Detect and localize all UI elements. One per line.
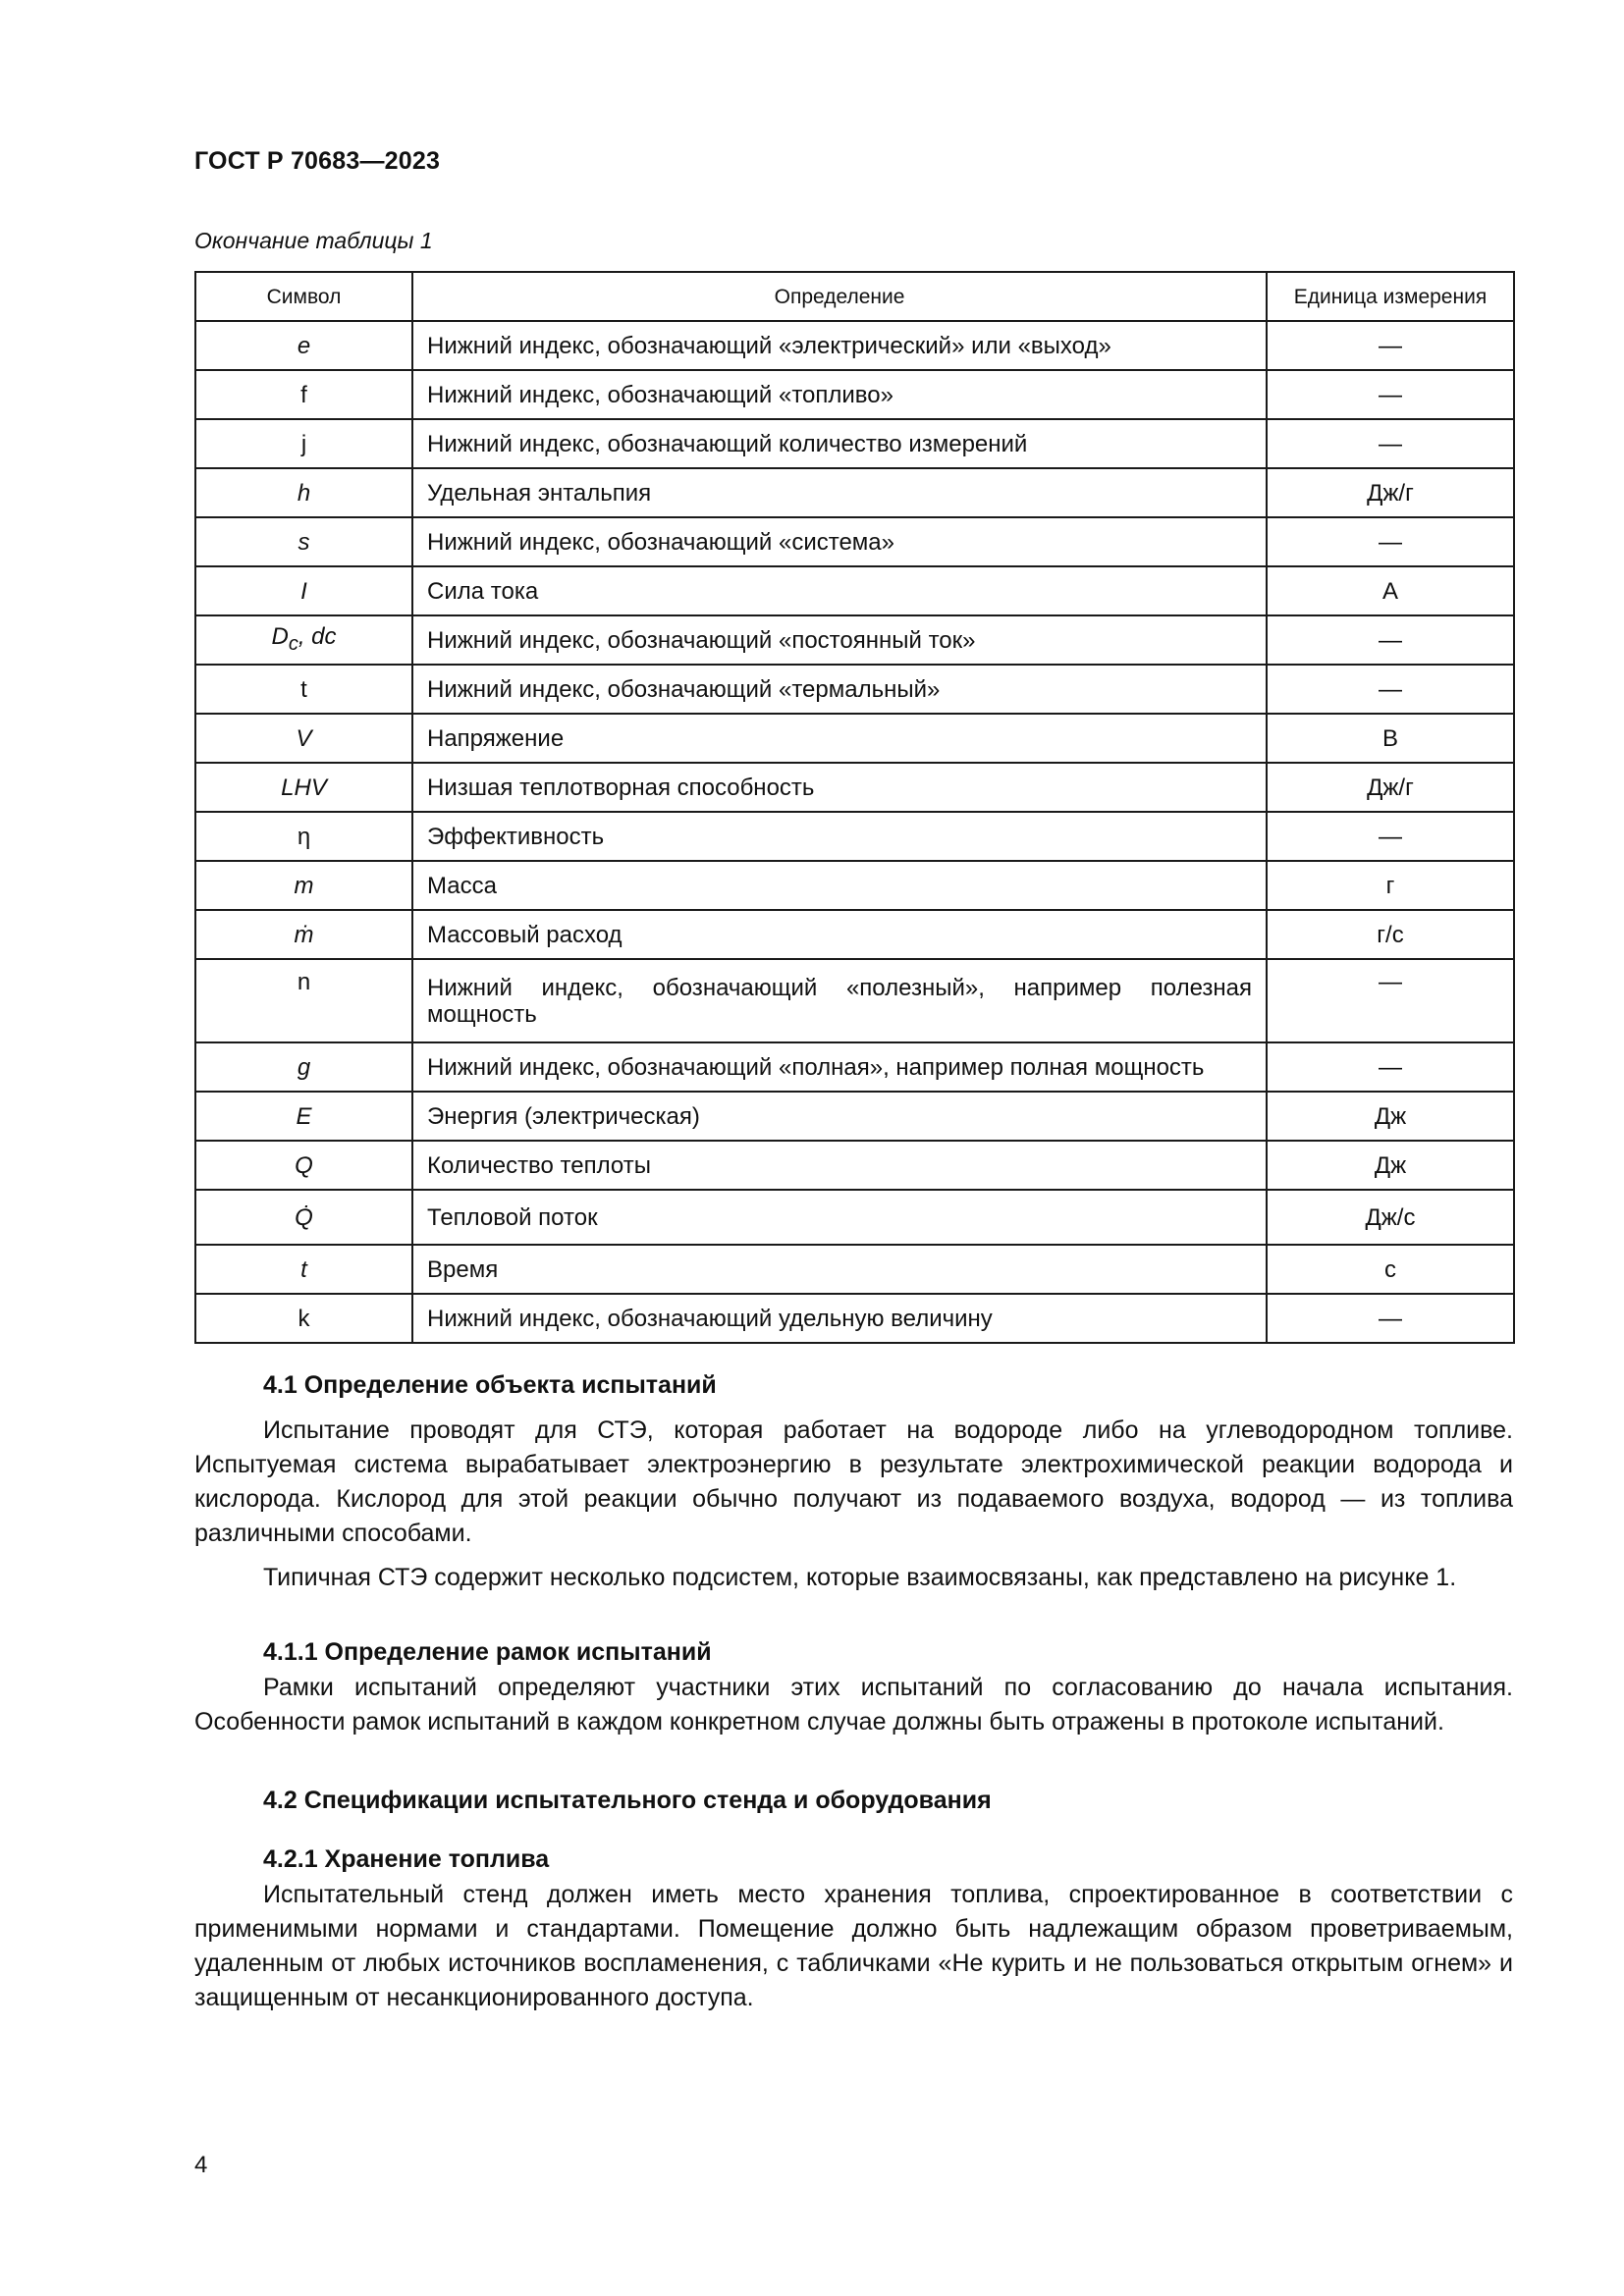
cell-symbol: I	[195, 566, 412, 615]
cell-definition: Нижний индекс, обозначающий «электрический» или «выход»	[412, 321, 1267, 370]
symbol-rest: , dc	[298, 622, 337, 650]
table-row	[195, 812, 1514, 861]
cell-symbol: η	[195, 812, 412, 861]
table-row	[195, 1190, 1514, 1245]
cell-symbol: Q̇	[195, 1190, 412, 1245]
table-row	[195, 468, 1514, 517]
table-row	[195, 959, 1514, 1042]
cell-unit: Дж/г	[1267, 763, 1514, 812]
cell-unit: Дж	[1267, 1092, 1514, 1141]
cell-definition: Массовый расход	[412, 910, 1267, 959]
cell-unit: В	[1267, 714, 1514, 763]
cell-definition: Нижний индекс, обозначающий «полная», например полная мощность	[412, 1042, 1267, 1092]
section-4-1-paragraph-2: Типичная СТЭ содержит несколько подсистем, которые взаимосвязаны, как представлено на рисунке 1.	[263, 1564, 1457, 1591]
cell-symbol: m	[195, 861, 412, 910]
cell-definition: Напряжение	[412, 714, 1267, 763]
cell-unit: —	[1267, 665, 1514, 714]
cell-symbol: k	[195, 1294, 412, 1343]
cell-definition: Энергия (электрическая)	[412, 1092, 1267, 1141]
cell-symbol: e	[195, 321, 412, 370]
cell-unit: —	[1267, 812, 1514, 861]
cell-definition: Количество теплоты	[412, 1141, 1267, 1190]
cell-unit: —	[1267, 370, 1514, 419]
table-row	[195, 370, 1514, 419]
cell-definition: Нижний индекс, обозначающий количество измерений	[412, 419, 1267, 468]
section-4-1-1-title: 4.1.1 Определение рамок испытаний	[263, 1638, 712, 1666]
cell-definition: Нижний индекс, обозначающий «топливо»	[412, 370, 1267, 419]
cell-unit: с	[1267, 1245, 1514, 1294]
cell-symbol: n	[195, 959, 412, 1042]
table-body	[195, 321, 1514, 1343]
cell-unit: —	[1267, 615, 1514, 665]
cell-symbol: j	[195, 419, 412, 468]
cell-definition: Низшая теплотворная способность	[412, 763, 1267, 812]
table-row	[195, 321, 1514, 370]
cell-unit: г/с	[1267, 910, 1514, 959]
column-header-symbol: Символ	[195, 272, 412, 321]
cell-unit: —	[1267, 1294, 1514, 1343]
cell-definition: Нижний индекс, обозначающий «система»	[412, 517, 1267, 566]
table-row	[195, 763, 1514, 812]
cell-symbol: ṁ	[195, 910, 412, 959]
cell-definition: Нижний индекс, обозначающий «полезный», например полезная мощность	[412, 959, 1267, 1042]
cell-symbol	[195, 615, 412, 665]
symbol-subscript: c	[288, 632, 298, 655]
section-4-1-paragraph-1: Испытание проводят для СТЭ, которая работает на водороде либо на углеводородном топливе. Испытуемая система вырабатывает электроэнергию в результате электрохимической реакции водорода и кислорода. Кислород для этой реакции обычно получают из подаваемого воздуха, водород — из топлива различными способами.	[194, 1416, 1513, 1547]
cell-unit: Дж/г	[1267, 468, 1514, 517]
cell-symbol: LHV	[195, 763, 412, 812]
cell-unit: —	[1267, 959, 1514, 1042]
table-caption: Окончание таблицы 1	[194, 228, 433, 253]
table-row	[195, 714, 1514, 763]
table-row	[195, 1092, 1514, 1141]
cell-definition: Сила тока	[412, 566, 1267, 615]
table-row	[195, 1141, 1514, 1190]
cell-unit: —	[1267, 321, 1514, 370]
cell-symbol: t	[195, 1245, 412, 1294]
cell-symbol: V	[195, 714, 412, 763]
cell-symbol: Q	[195, 1141, 412, 1190]
document-header: ГОСТ Р 70683—2023	[194, 147, 441, 175]
cell-definition: Масса	[412, 861, 1267, 910]
cell-unit: Дж/с	[1267, 1190, 1514, 1245]
table-row	[195, 1042, 1514, 1092]
column-header-unit: Единица измерения	[1267, 272, 1514, 321]
cell-symbol: s	[195, 517, 412, 566]
table-row	[195, 665, 1514, 714]
cell-symbol: t	[195, 665, 412, 714]
cell-unit: —	[1267, 517, 1514, 566]
cell-unit: А	[1267, 566, 1514, 615]
cell-definition: Тепловой поток	[412, 1190, 1267, 1245]
column-header-definition: Определение	[412, 272, 1267, 321]
cell-symbol: h	[195, 468, 412, 517]
cell-definition: Время	[412, 1245, 1267, 1294]
section-4-2-1-paragraph-1: Испытательный стенд должен иметь место хранения топлива, спроектированное в соответствии с применимыми нормами и стандартами. Помещение должно быть надлежащим образом проветриваемым, удаленным от любых источников воспламенения, с табличками «Не курить и не пользоваться открытым огнем» и защищенным от несанкционированного доступа.	[194, 1881, 1513, 2011]
table-row	[195, 861, 1514, 910]
table-row	[195, 1245, 1514, 1294]
cell-definition: Эффективность	[412, 812, 1267, 861]
table-row	[195, 517, 1514, 566]
page-number: 4	[194, 2152, 208, 2178]
cell-unit: Дж	[1267, 1141, 1514, 1190]
table-row	[195, 566, 1514, 615]
cell-unit: г	[1267, 861, 1514, 910]
cell-unit: —	[1267, 1042, 1514, 1092]
table-row	[195, 615, 1514, 665]
cell-definition: Нижний индекс, обозначающий «постоянный ток»	[412, 615, 1267, 665]
section-4-2-title: 4.2 Спецификации испытательного стенда и оборудования	[263, 1787, 992, 1814]
cell-definition: Нижний индекс, обозначающий «термальный»	[412, 665, 1267, 714]
symbol-main: D	[271, 622, 289, 650]
symbols-table	[194, 271, 1515, 1344]
cell-definition: Нижний индекс, обозначающий удельную величину	[412, 1294, 1267, 1343]
table-row	[195, 910, 1514, 959]
cell-definition: Удельная энтальпия	[412, 468, 1267, 517]
section-4-2-1-title: 4.2.1 Хранение топлива	[263, 1845, 550, 1873]
cell-unit: —	[1267, 419, 1514, 468]
section-4-1-title: 4.1 Определение объекта испытаний	[263, 1371, 717, 1399]
cell-symbol: E	[195, 1092, 412, 1141]
cell-symbol: g	[195, 1042, 412, 1092]
table-header-row	[195, 272, 1514, 321]
table-row	[195, 419, 1514, 468]
table-row	[195, 1294, 1514, 1343]
section-4-1-1-paragraph-1: Рамки испытаний определяют участники этих испытаний по согласованию до начала испытания. Особенности рамок испытаний в каждом конкретном случае должны быть отражены в протоколе испытаний.	[194, 1674, 1513, 1735]
cell-symbol: f	[195, 370, 412, 419]
